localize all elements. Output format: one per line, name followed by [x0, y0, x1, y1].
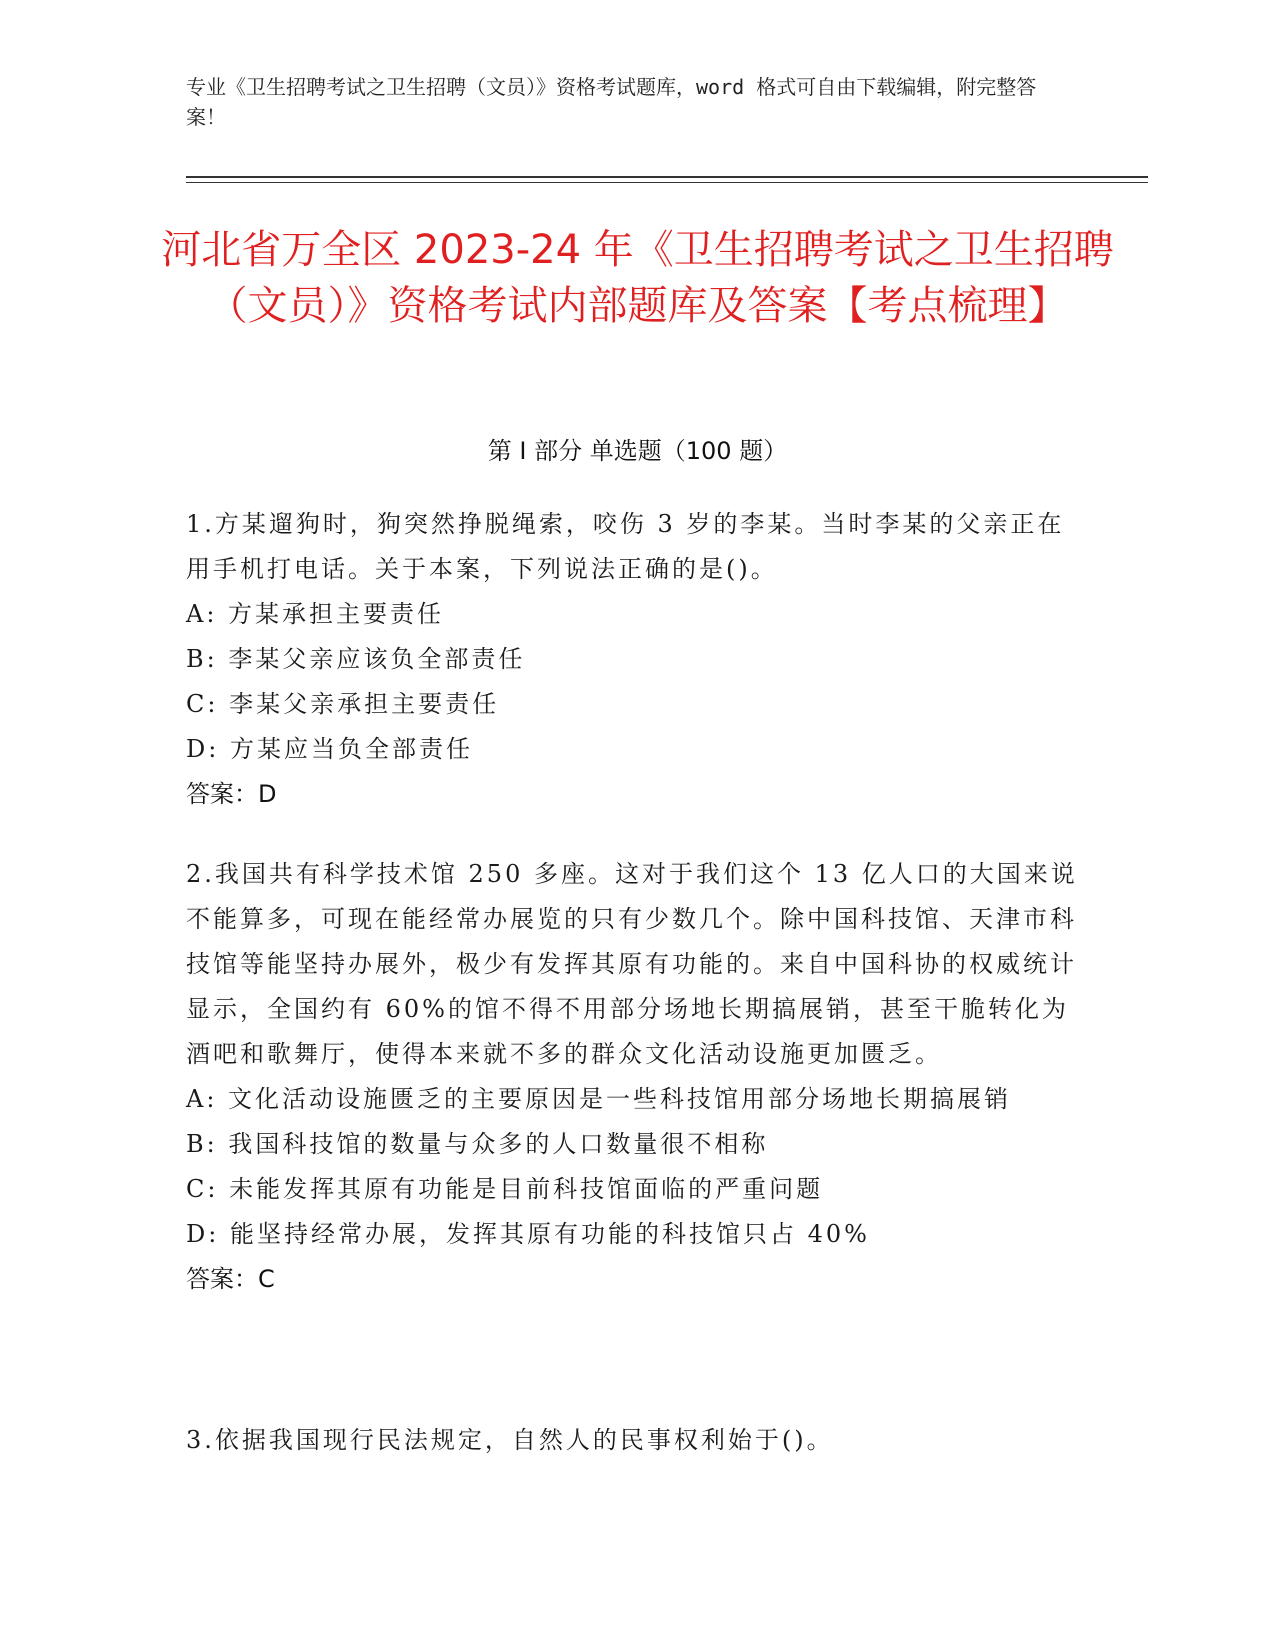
section-heading: 第 I 部分 单选题（100 题） — [487, 437, 788, 465]
question-2 — [186, 852, 1086, 1302]
option-d: D: 方某应当负全部责任 — [186, 735, 473, 763]
answer: 答案：C — [186, 1265, 275, 1293]
question-stem: 2.我国共有科学技术馆 250 多座。这对于我们这个 13 亿人口的大国来说不能算多，可现在能经常办展览的只有少数几个。除中国科技馆、天津市科技馆等能坚持办展外，极少有发挥其原有功能的。来自中国科协的权威统计显示，全国约有 60%的馆不得不用部分场地长期搞展销，甚至干脆转化为酒吧和歌舞厅，使得本来就不多的群众文化活动设施更加匮乏。 — [186, 860, 1078, 1068]
header-note: 专业《卫生招聘考试之卫生招聘（文员）》资格考试题库，word 格式可自由下载编辑，附完整答案！ — [186, 75, 1037, 129]
answer: 答案：D — [186, 780, 277, 808]
option-a: A: 方某承担主要责任 — [186, 600, 445, 628]
question-stem: 3.依据我国现行民法规定，自然人的民事权利始于()。 — [186, 1426, 834, 1454]
option-b: B: 我国科技馆的数量与众多的人口数量很不相称 — [186, 1130, 769, 1158]
header-rule-thick — [186, 176, 1148, 178]
option-d: D: 能坚持经常办展，发挥其原有功能的科技馆只占 40% — [186, 1220, 870, 1248]
option-c: C: 李某父亲承担主要责任 — [186, 690, 500, 718]
question-stem: 1.方某遛狗时，狗突然挣脱绳索，咬伤 3 岁的李某。当时李某的父亲正在用手机打电话。关于本案，下列说法正确的是()。 — [186, 510, 1065, 583]
option-a: A: 文化活动设施匮乏的主要原因是一些科技馆用部分场地长期搞展销 — [186, 1085, 1012, 1113]
document-title: 河北省万全区 2023-24 年《卫生招聘考试之卫生招聘（文员）》资格考试内部题库及答案【考点梳理】 — [161, 227, 1114, 329]
question-1 — [186, 502, 1086, 817]
question-3 — [186, 1418, 1086, 1463]
option-c: C: 未能发挥其原有功能是目前科技馆面临的严重问题 — [186, 1175, 824, 1203]
header-rule-thin — [186, 182, 1148, 183]
option-b: B: 李某父亲应该负全部责任 — [186, 645, 526, 673]
